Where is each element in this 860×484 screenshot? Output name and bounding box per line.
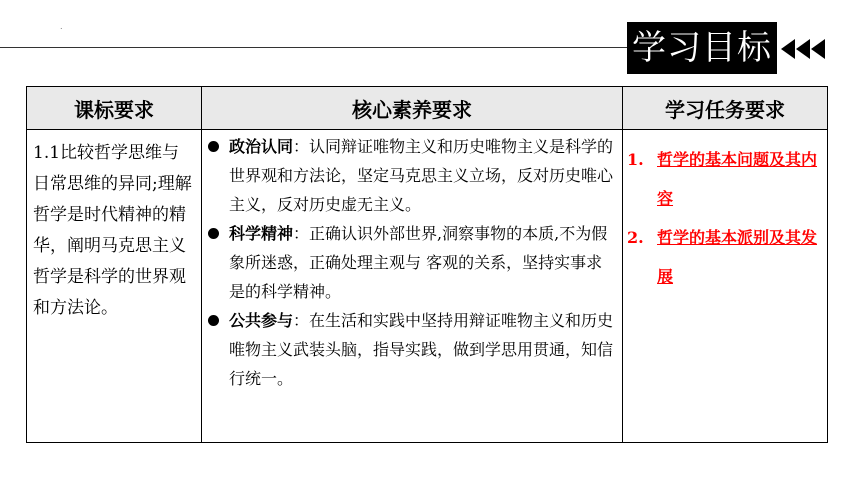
task-number: 1. <box>627 150 644 169</box>
bullet-icon <box>208 228 219 239</box>
task-item <box>627 218 823 296</box>
core-item-body: ：认同辩证唯物主义和历史唯物主义是科学的世界观和方法论，坚定马克思主义立场，反对历史唯心主义，反对历史虚无主义。 <box>229 137 614 214</box>
core-cell <box>202 130 623 443</box>
core-item-political <box>208 132 616 219</box>
core-item-text <box>229 219 616 306</box>
task-cell <box>623 130 828 443</box>
core-item-text <box>229 306 616 393</box>
page-title: 学习目标 <box>627 22 777 74</box>
header-divider <box>0 47 630 48</box>
column-header-core: 核心素养要求 <box>202 87 623 130</box>
table-header-row <box>27 87 828 130</box>
core-item-body: ：正确认识外部世界,洞察事物的本质,不为假象所迷惑，正确处理主观与 客观的关系，坚持实事求是的科学精神。 <box>229 224 608 301</box>
decorative-dot: . <box>60 22 63 31</box>
goals-table <box>26 86 828 443</box>
bullet-icon <box>208 315 219 326</box>
column-header-standard: 课标要求 <box>27 87 202 130</box>
task-text: 哲学的基本问题及其内容 <box>657 150 818 208</box>
triple-left-arrow-icon <box>781 38 827 60</box>
task-item <box>627 140 823 218</box>
column-header-task: 学习任务要求 <box>623 87 828 130</box>
core-item-science <box>208 219 616 306</box>
core-item-label: 科学精神 <box>229 224 294 243</box>
core-item-label: 公共参与 <box>229 311 294 330</box>
bullet-icon <box>208 141 219 152</box>
table-row <box>27 130 828 443</box>
standard-cell: 1.1比较哲学思维与日常思维的异同;理解哲学是时代精神的精华，阐明马克思主义哲学是科学的世界观和方法论。 <box>27 130 202 443</box>
core-item-body: ：在生活和实践中坚持用辩证唯物主义和历史唯物主义武装头脑，指导实践，做到学思用贯通，知信行统一。 <box>229 311 614 388</box>
task-number: 2. <box>627 228 644 247</box>
core-item-label: 政治认同 <box>229 137 294 156</box>
task-text: 哲学的基本派别及其发展 <box>657 228 818 286</box>
core-item-participation <box>208 306 616 393</box>
core-item-text <box>229 132 616 219</box>
